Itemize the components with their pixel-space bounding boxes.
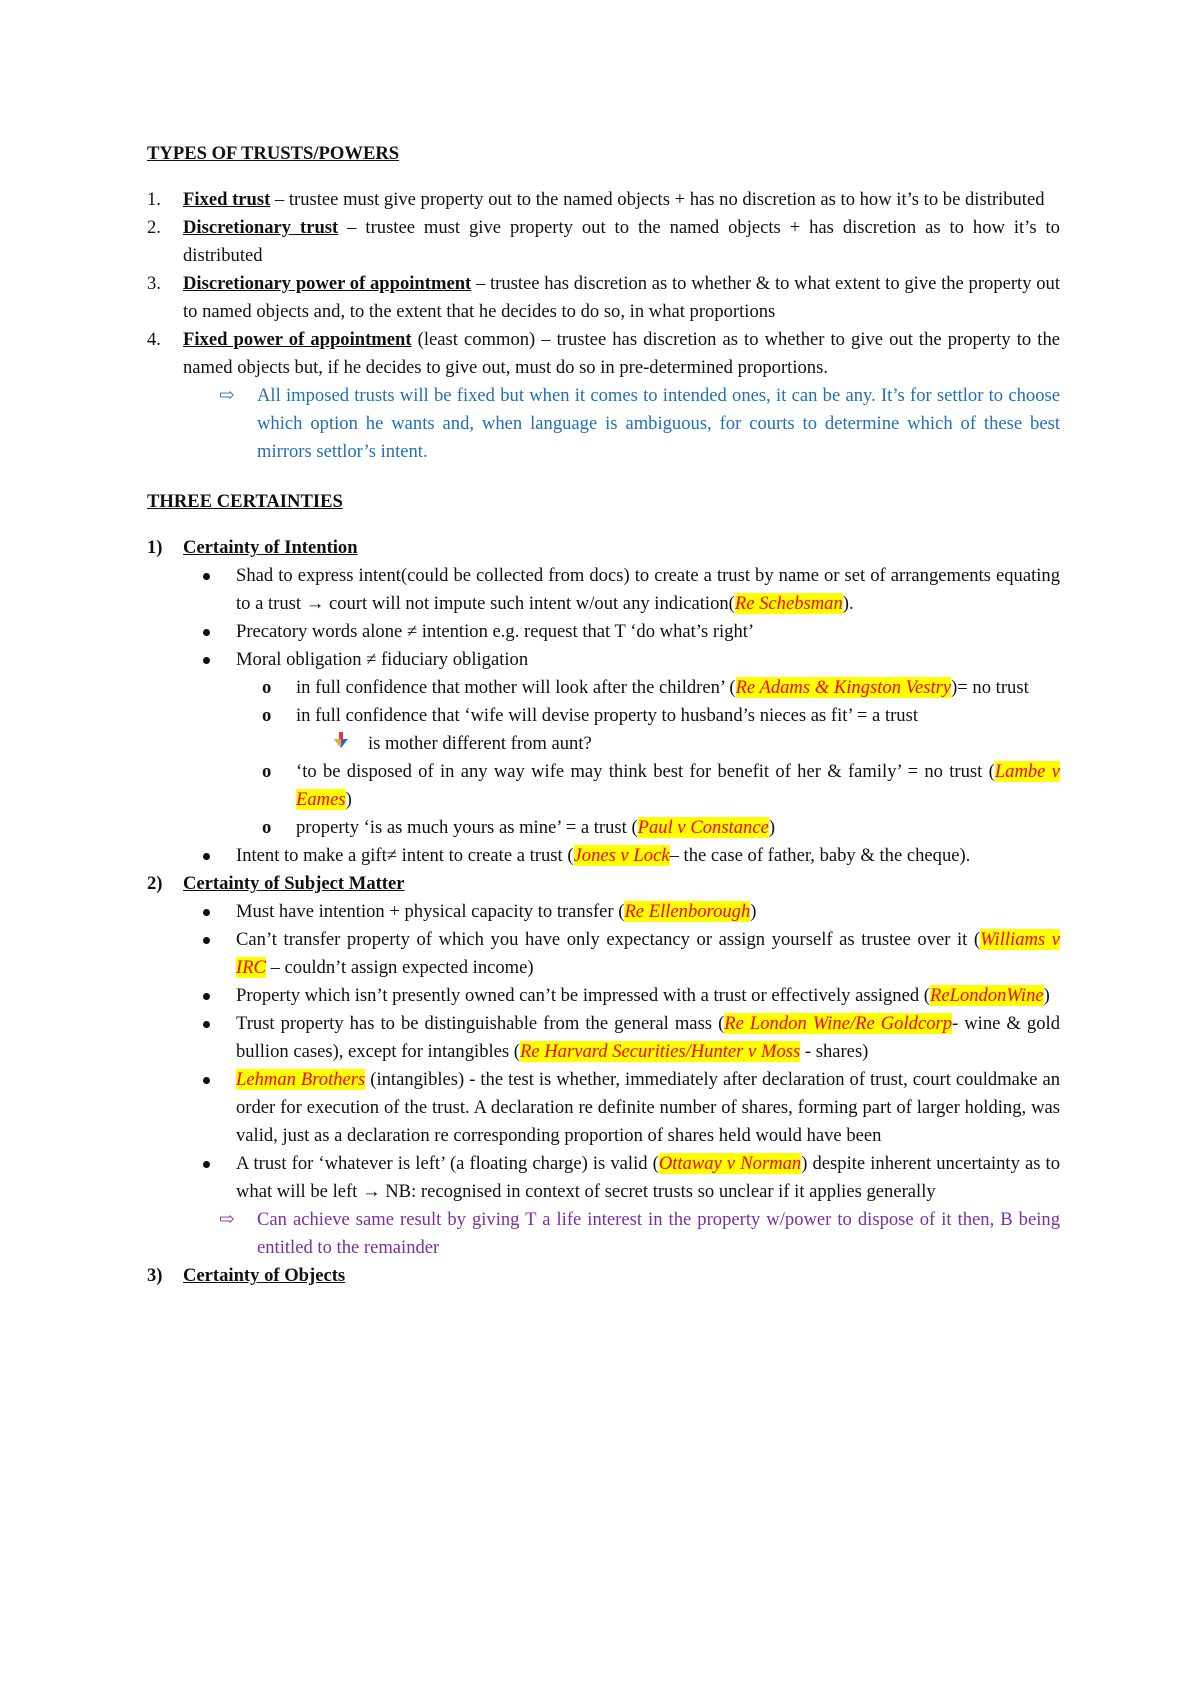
bullet-icon <box>203 1077 210 1084</box>
definition: – trustee has discretion as to whether & to what extent to give the property out to named objects and, to the extent that he decides to do so, in what proportions <box>183 273 1060 322</box>
bullet-icon <box>203 1161 210 1168</box>
circle-bullet-icon: o <box>262 761 272 782</box>
bullet-text: ) <box>1043 985 1050 1006</box>
right-arrow-icon: ⇨ <box>219 1209 235 1230</box>
case-name: Lambe v Eames <box>296 761 1060 810</box>
bullet-text: Property which isn’t presently owned can’t be impressed with a trust or effectively assigned ( <box>236 985 930 1006</box>
bullet-icon <box>203 853 210 860</box>
case-name: Re Adams & Kingston Vestry <box>735 677 952 698</box>
term: Fixed trust <box>183 189 271 210</box>
bullet-intention-4 <box>147 842 1060 870</box>
section-number: 2) <box>147 873 163 894</box>
section-number: 1) <box>147 537 163 558</box>
bullet-text: is mother different from aunt? <box>368 733 592 754</box>
list-item-fixed-trust <box>147 186 1060 214</box>
bullet-text: NB: recognised in context of secret trusts so unclear if it applies generally <box>380 1181 936 1202</box>
list-item-discretionary-trust <box>147 214 1060 270</box>
bullet-text: ) despite inherent uncertainty as to what will be left <box>236 1153 1061 1202</box>
bullet-intention-2 <box>147 618 1060 646</box>
section-certainty-subject-matter <box>147 870 1060 898</box>
document-page <box>147 140 1060 1290</box>
bullet-text: ) <box>345 789 352 810</box>
bullet-text: Shad to express intent(could be collected from docs) to create a trust by name or set of arrangements equating to a trust <box>236 565 1060 614</box>
sub-bullet-3 <box>147 758 1060 814</box>
bullet-text: in full confidence that ‘wife will devise property to husband’s nieces as fit’ = a trust <box>296 705 919 726</box>
bullet-subject-1 <box>147 898 1060 926</box>
case-name: Re Harvard Securities/Hunter v Moss <box>519 1041 801 1062</box>
circle-bullet-icon: o <box>262 677 272 698</box>
bullet-text: Trust property has to be distinguishable from the general mass ( <box>236 1013 725 1034</box>
bullet-subject-2 <box>147 926 1060 982</box>
case-name: Jones v Lock <box>573 845 670 866</box>
bullet-text: Can’t transfer property of which you have only expectancy or assign yourself as trustee over it ( <box>236 929 981 950</box>
list-item-discretionary-power <box>147 270 1060 326</box>
bullet-text: in full confidence that mother will look after the children’ ( <box>296 677 736 698</box>
types-note <box>147 382 1060 466</box>
term: Fixed power of appointment <box>183 329 412 350</box>
sub-bullet-1 <box>147 674 1060 702</box>
section-certainty-intention <box>147 534 1060 562</box>
circle-bullet-icon: o <box>262 817 272 838</box>
bullet-text: ‘to be disposed of in any way wife may think best for benefit of her & family’ = no trust ( <box>296 761 995 782</box>
down-arrow-icon <box>333 730 349 759</box>
bullet-icon <box>203 657 210 664</box>
case-name: Paul v Constance <box>637 817 769 838</box>
case-name: Re London Wine/Re Goldcorp <box>724 1013 953 1034</box>
certainties-heading: THREE CERTAINTIES <box>147 491 343 512</box>
case-name: Williams v IRC <box>236 929 1060 978</box>
bullet-text: – the case of father, baby & the cheque). <box>669 845 971 866</box>
arrow-icon: → <box>362 1181 381 1202</box>
bullet-text: Must have intention + physical capacity to transfer ( <box>236 901 625 922</box>
bullet-subject-6 <box>147 1150 1060 1206</box>
bullet-subject-5 <box>147 1066 1060 1150</box>
bullet-text: - shares) <box>800 1041 869 1062</box>
note-text: Can achieve same result by giving T a life interest in the property w/power to dispose of it then, B being entitled to the remainder <box>257 1209 1060 1258</box>
bullet-text: ) <box>750 901 757 922</box>
bullet-text: A trust for ‘whatever is left’ (a floating charge) is valid ( <box>236 1153 659 1174</box>
arrow-icon: → <box>305 593 325 614</box>
case-name: Re Ellenborough <box>624 901 751 922</box>
bullet-icon <box>203 993 210 1000</box>
sub-bullet-2 <box>147 702 1060 730</box>
definition: – trustee must give property out to the named objects + has discretion as to how it’s to distributed <box>183 217 1060 266</box>
bullet-subject-4 <box>147 1010 1060 1066</box>
list-number: 2. <box>147 217 161 238</box>
section-title: Certainty of Subject Matter <box>183 873 405 894</box>
case-name: Re Schebsman <box>734 593 843 614</box>
section-title: Certainty of Intention <box>183 537 358 558</box>
circle-bullet-icon: o <box>262 705 272 726</box>
list-number: 3. <box>147 273 161 294</box>
bullet-intention-1 <box>147 562 1060 618</box>
list-number: 4. <box>147 329 161 350</box>
bullet-text: - wine & gold bullion cases), except for intangibles ( <box>236 1013 1060 1062</box>
bullet-icon <box>203 573 210 580</box>
subject-note <box>147 1206 1060 1262</box>
term: Discretionary power of appointment <box>183 273 472 294</box>
bullet-text: court will not impute such intent w/out any indication( <box>324 593 735 614</box>
definition: – trustee must give property out to the named objects + has no discretion as to how it’s to be distributed <box>270 189 1045 210</box>
bullet-icon <box>203 937 210 944</box>
bullet-text: )= no trust <box>951 677 1029 698</box>
case-name: Ottaway v Norman <box>658 1153 802 1174</box>
bullet-text: Precatory words alone ≠ intention e.g. request that T ‘do what’s right’ <box>236 621 755 642</box>
section-number: 3) <box>147 1265 163 1286</box>
definition: (least common) – trustee has discretion as to whether to give out the property to the named objects but, if he decides to give out, must do so in pre-determined proportions. <box>183 329 1060 378</box>
note-text: All imposed trusts will be fixed but when it comes to intended ones, it can be any. It’s for settlor to choose which option he wants and, when language is ambiguous, for courts to determine which of these best mirrors settlor’s intent. <box>257 385 1060 462</box>
bullet-text: (intangibles) - the test is whether, immediately after declaration of trust, court couldmake an order for execution of the trust. A declaration re definite number of shares, forming part of larger holding, was valid, just as a declaration re corresponding proportion of shares held would have been <box>236 1069 1060 1146</box>
bullet-text: Intent to make a gift≠ intent to create a trust ( <box>236 845 574 866</box>
section-title: Certainty of Objects <box>183 1265 346 1286</box>
bullet-subject-3 <box>147 982 1060 1010</box>
bullet-intention-3 <box>147 646 1060 674</box>
bullet-text: ) <box>768 817 776 838</box>
bullet-text: – couldn’t assign expected income) <box>265 957 534 978</box>
list-item-fixed-power <box>147 326 1060 382</box>
bullet-icon <box>203 1021 210 1028</box>
section-certainty-objects <box>147 1262 1060 1290</box>
sub-bullet-4 <box>147 814 1060 842</box>
bullet-icon <box>203 909 210 916</box>
types-heading: TYPES OF TRUSTS/POWERS <box>147 143 400 164</box>
case-name: ReLondonWine <box>930 985 1044 1006</box>
right-arrow-icon: ⇨ <box>219 385 235 406</box>
list-number: 1. <box>147 189 161 210</box>
bullet-text: property ‘is as much yours as mine’ = a trust ( <box>296 817 638 838</box>
bullet-text: Moral obligation ≠ fiduciary obligation <box>236 649 529 670</box>
sub-sub-bullet <box>147 730 1060 758</box>
bullet-icon <box>203 629 210 636</box>
term: Discretionary trust <box>183 217 339 238</box>
case-name: Lehman Brothers <box>236 1069 366 1090</box>
bullet-text: ). <box>842 593 854 614</box>
